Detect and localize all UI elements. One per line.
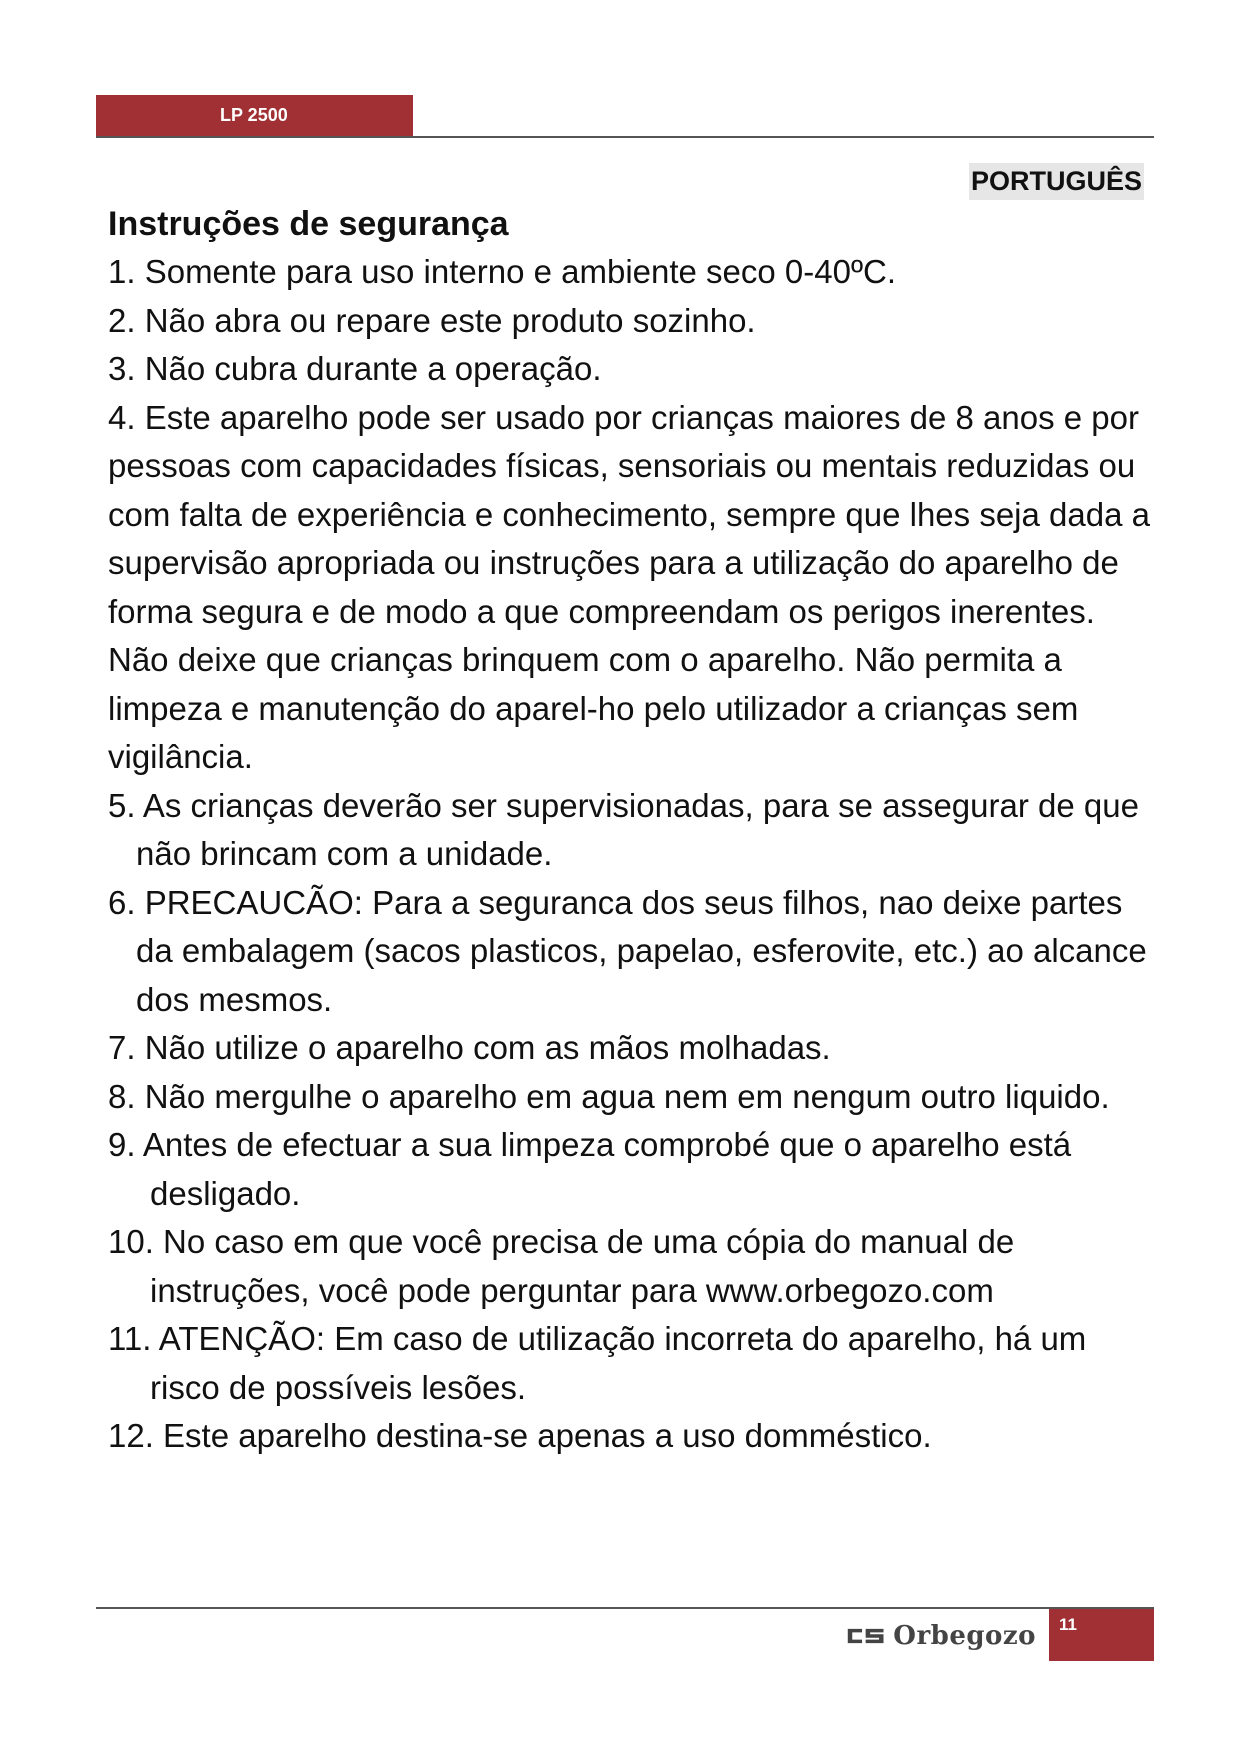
item-number: 4. <box>108 398 136 436</box>
item-text: Somente para uso interno e ambiente seco 0-40ºC. <box>135 253 897 290</box>
instruction-item-4 <box>108 394 1156 782</box>
item-text: Não abra ou repare este produto sozinho. <box>135 301 756 339</box>
item-text: Este aparelho destina-se apenas a uso domméstico. <box>153 1417 932 1454</box>
item-number: 1. <box>108 253 136 290</box>
header-model-tab <box>96 95 413 136</box>
instruction-item-12 <box>108 1412 1156 1461</box>
item-text: Não cubra durante a operação. <box>135 350 602 387</box>
item-text: Não utilize o aparelho com as mãos molhadas. <box>135 1029 831 1066</box>
header-divider <box>96 136 1154 138</box>
item-number: 2. <box>108 301 136 339</box>
item-number: 7. <box>108 1029 136 1066</box>
language-label: PORTUGUÊS <box>969 163 1144 200</box>
page-number-badge <box>1049 1609 1154 1661</box>
item-text: PRECAUCÃO: Para a seguranca dos seus filhos, nao deixe partes da embalagem (sacos plasticos, papelao, esferovite, etc.) ao alcance dos mesmos. <box>135 883 1147 1018</box>
item-text: No caso em que você precisa de uma cópia do manual de instruções, você pode perguntar para www.orbegozo.com <box>150 1223 1015 1309</box>
page-title: Instruções de segurança <box>108 205 509 243</box>
model-label: LP 2500 <box>220 105 288 125</box>
instruction-item-11 <box>108 1315 1156 1412</box>
item-text: Antes de efectuar a sua limpeza comprobé que o aparelho está desligado. <box>135 1126 1072 1212</box>
item-number: 5. <box>108 786 136 824</box>
item-text: Não mergulhe o aparelho em agua nem em nengum outro liquido. <box>135 1077 1110 1115</box>
item-number: 9. <box>108 1126 136 1163</box>
item-text: Este aparelho pode ser usado por crianças maiores de 8 anos e por pessoas com capacidades físicas, sensoriais ou mentais reduzidas ou com falta de experiência e conhecimento, sempre que lhes seja dada a supervisão apropriada ou instruções para a utilização do aparelho de forma segura e de modo a que compreendam os perigos inerentes. Não deixe que crianças brinquem com o aparelho. Não permita a limpeza e manutenção do aparel-ho pelo utilizador a crianças sem vigilância. <box>108 398 1150 775</box>
footer-divider <box>96 1607 1154 1609</box>
item-number: 3. <box>108 350 136 387</box>
safety-instructions-list <box>108 248 1156 1461</box>
instruction-item-3 <box>108 345 1156 394</box>
item-text: ATENÇÃO: Em caso de utilização incorreta do aparelho, há um risco de possíveis lesões. <box>150 1320 1087 1406</box>
instruction-item-10 <box>108 1218 1156 1315</box>
brand-logo <box>846 1618 1036 1654</box>
instruction-item-2 <box>108 297 1156 346</box>
instruction-item-5 <box>108 782 1156 879</box>
item-number: 11. <box>108 1320 152 1357</box>
instruction-item-1 <box>108 248 1156 297</box>
item-number: 6. <box>108 883 136 921</box>
brand-wordmark: Orbegozo <box>893 1621 1036 1651</box>
instruction-item-7 <box>108 1024 1156 1073</box>
brand-mark-icon <box>846 1624 885 1648</box>
page-number: 11 <box>1059 1615 1077 1634</box>
item-number: 12. <box>108 1417 154 1454</box>
item-number: 8. <box>108 1077 136 1115</box>
instruction-item-6 <box>108 879 1156 1025</box>
instruction-item-9 <box>108 1121 1156 1218</box>
item-number: 10. <box>108 1223 154 1260</box>
item-text: As crianças deverão ser supervisionadas, para se assegurar de que não brincam com a unidade. <box>135 786 1139 872</box>
instruction-item-8 <box>108 1073 1156 1122</box>
